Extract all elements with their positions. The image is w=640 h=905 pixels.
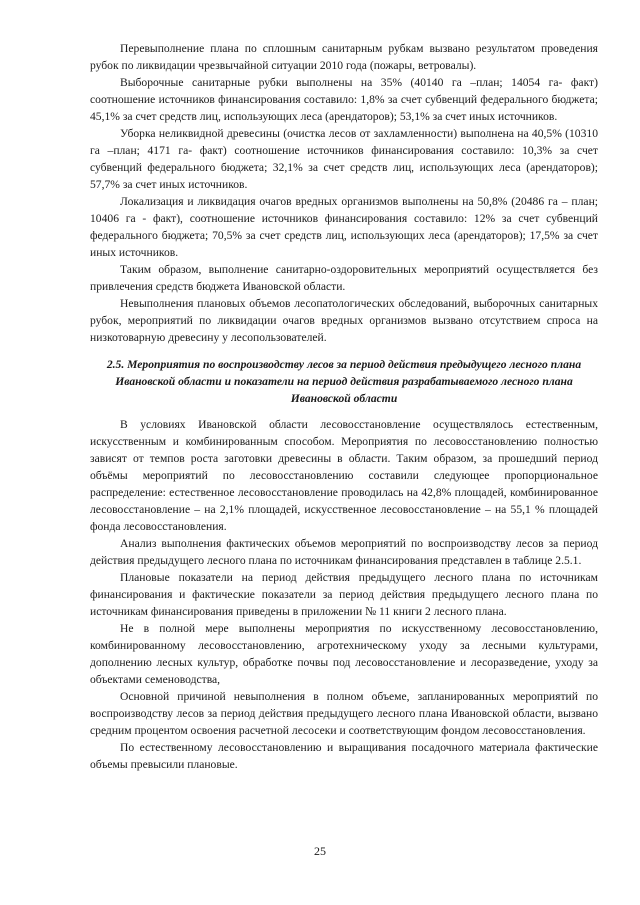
paragraph: По естественному лесовосстановлению и выращивания посадочного материала фактические объемы превысили плановые.: [90, 741, 598, 771]
paragraph: Анализ выполнения фактических объемов мероприятий по воспроизводству лесов за период действия предыдущего лесного плана по источникам финансирования представлен в таблице 2.5.1.: [90, 537, 598, 567]
section-1-text: [90, 40, 598, 346]
section-heading: 2.5. Мероприятия по воспроизводству лесов за период действия предыдущего лесного плана Ивановской области и показатели на период действия разрабатываемого лесного плана Ивановской области: [106, 358, 582, 405]
paragraph: Локализация и ликвидация очагов вредных организмов выполнены на 50,8% (20486 га – план; 10406 га - факт), соотношение источников финансирования составило: 12% за счет субвенций федерального бюджета; 70,5% за счет средств лиц, использующих леса (арендаторов); 17,5% за счет иных источников.: [90, 195, 598, 259]
page-number: 25: [314, 844, 326, 858]
paragraph: Таким образом, выполнение санитарно-оздоровительных мероприятий осуществляется без привлечения средств бюджета Ивановской области.: [90, 263, 598, 293]
paragraph: Основной причиной невыполнения в полном объеме, запланированных мероприятий по воспроизводству лесов за период действия предыдущего лесного плана Ивановской области, вызвано средним процентом освоения расчетной лесосеки и соответствующим фондом лесовосстановления.: [90, 690, 598, 737]
paragraph: Не в полной мере выполнены мероприятия по искусственному лесовосстановлению, комбинированному лесовосстановлению, агротехническому уходу за лесными культурами, дополнению лесных культур, обработке почвы под лесовосстановление и лесоразведение, уходу за объектами семеноводства,: [90, 622, 598, 686]
paragraph: Невыполнения плановых объемов лесопатологических обследований, выборочных санитарных рубок, мероприятий по ликвидации очагов вредных организмов вызвано отсутствием спроса на низкотоварную древесину у лесопользователей.: [90, 297, 598, 344]
paragraph: Перевыполнение плана по сплошным санитарным рубкам вызвано результатом проведения рубок по ликвидации чрезвычайной ситуации 2010 года (пожары, ветровалы).: [90, 42, 598, 72]
section-2-text: [90, 416, 598, 773]
paragraph: В условиях Ивановской области лесовосстановление осуществлялось естественным, искусственным и комбинированным способом. Мероприятия по лесовосстановлению полностью зависят от темпов роста заготовки древесины в области. Таким образом, за прошедший период объёмы мероприятий по лесовосстановлению составили следующее пропорциональное распределение: естественное лесовосстановление проводилась на 42,8% площадей, комбинированное лесовосстановление – на 2,1% площадей, искусственное лесовосстановление – на 55,1 % площадей фонда лесовосстановления.: [90, 418, 598, 533]
paragraph: Уборка неликвидной древесины (очистка лесов от захламленности) выполнена на 40,5% (10310 га –план; 4171 га- факт) соотношение источников финансирования составило: 10,3% за счет субвенций федерального бюджета; 32,1% за счет средств лиц, использующих леса (арендаторов); 57,7% за счет иных источников.: [90, 127, 598, 191]
paragraph: Плановые показатели на период действия предыдущего лесного плана по источникам финансирования и фактические показатели за период действия предыдущего лесного плана по источникам финансирования приведены в приложении № 11 книги 2 лесного плана.: [90, 571, 598, 618]
paragraph: Выборочные санитарные рубки выполнены на 35% (40140 га –план; 14054 га- факт) соотношение источников финансирования составило: 1,8% за счет субвенций федерального бюджета; 45,1% за счет средств лиц, использующих леса (арендаторов); 53,1% за счет иных источников.: [90, 76, 598, 123]
